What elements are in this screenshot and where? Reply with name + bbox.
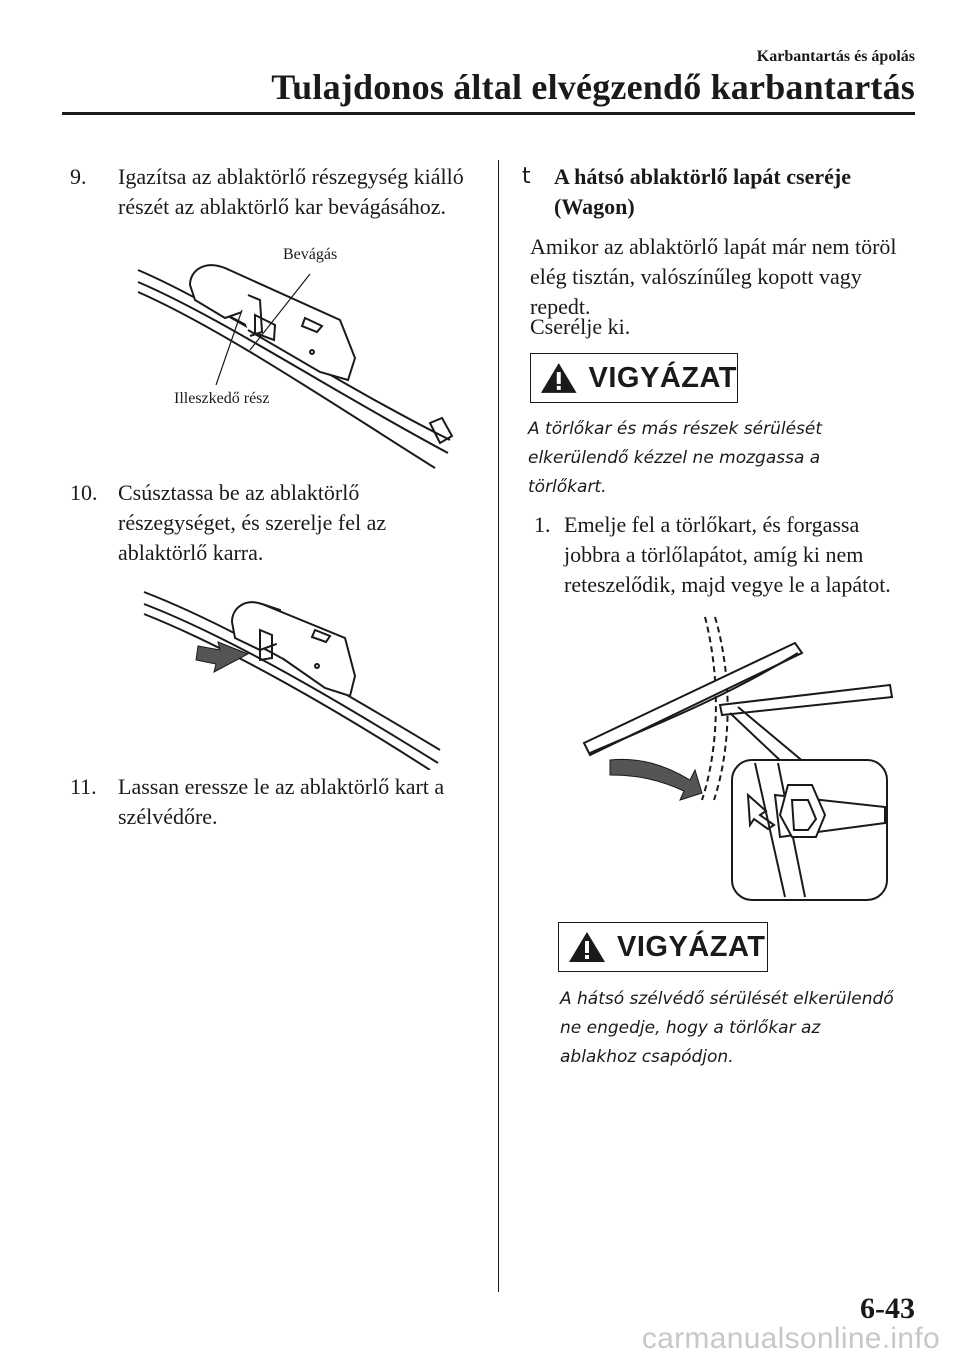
caution-box <box>530 353 738 403</box>
step-1 <box>534 510 914 600</box>
step-11 <box>70 772 480 832</box>
figure-wiper-slide <box>140 580 450 770</box>
watermark: carmanualsonline.info <box>641 1322 940 1355</box>
step-text: Csúsztassa be az ablaktörlő részegységet, és szerelje fel az ablaktörlő karra. <box>118 480 387 565</box>
step-number: 11. <box>70 774 97 799</box>
caution-box-2 <box>558 922 768 972</box>
label-fit-part: Illeszkedő rész <box>174 390 270 407</box>
step-number: 1. <box>534 512 551 537</box>
step-10 <box>70 478 480 568</box>
page-number: 6-43 <box>860 1292 915 1325</box>
step-text: Igazítsa az ablaktörlő részegység kiálló részét az ablaktörlő kar bevágásához. <box>118 164 464 219</box>
warning-triangle-icon <box>567 930 607 964</box>
header-rule <box>62 112 915 115</box>
caution-text-2: A hátsó szélvédő sérülését elkerülendő ne engedje, hogy a törlőkar az ablakhoz csapódjon. <box>560 989 894 1067</box>
caution-text: A törlőkar és más részek sérülését elkerülendő kézzel ne mozgassa a törlőkart. <box>528 419 823 497</box>
caution-label: VIGYÁZAT <box>588 361 737 394</box>
column-divider <box>498 160 499 1292</box>
step-number: 10. <box>70 480 98 505</box>
step-text: Emelje fel a törlőkart, és forgassa jobbra a törlőlapátot, amíg ki nem reteszelődik, majd vegye le a lapátot. <box>564 512 891 597</box>
section-title: A hátsó ablaktörlő lapát cseréje (Wagon) <box>554 164 851 219</box>
label-notch: Bevágás <box>283 246 338 263</box>
section-marker-icon: t <box>522 164 531 189</box>
figure-rear-wiper <box>580 615 900 905</box>
intro-text-2: Cserélje ki. <box>530 314 631 339</box>
intro-text: Amikor az ablaktörlő lapát már nem töröl elég tisztán, valószínűleg kopott vagy repedt. <box>530 234 897 319</box>
page-title: Tulajdonos által elvégzendő karbantartás <box>271 67 915 107</box>
figure-wiper-notch <box>130 240 460 470</box>
step-9 <box>70 162 480 222</box>
caution-label: VIGYÁZAT <box>617 930 766 963</box>
step-text: Lassan eressze le az ablaktörlő kart a szélvédőre. <box>118 774 445 829</box>
step-number: 9. <box>70 164 87 189</box>
warning-triangle-icon <box>539 361 579 395</box>
section-header: Karbantartás és ápolás <box>756 48 915 65</box>
